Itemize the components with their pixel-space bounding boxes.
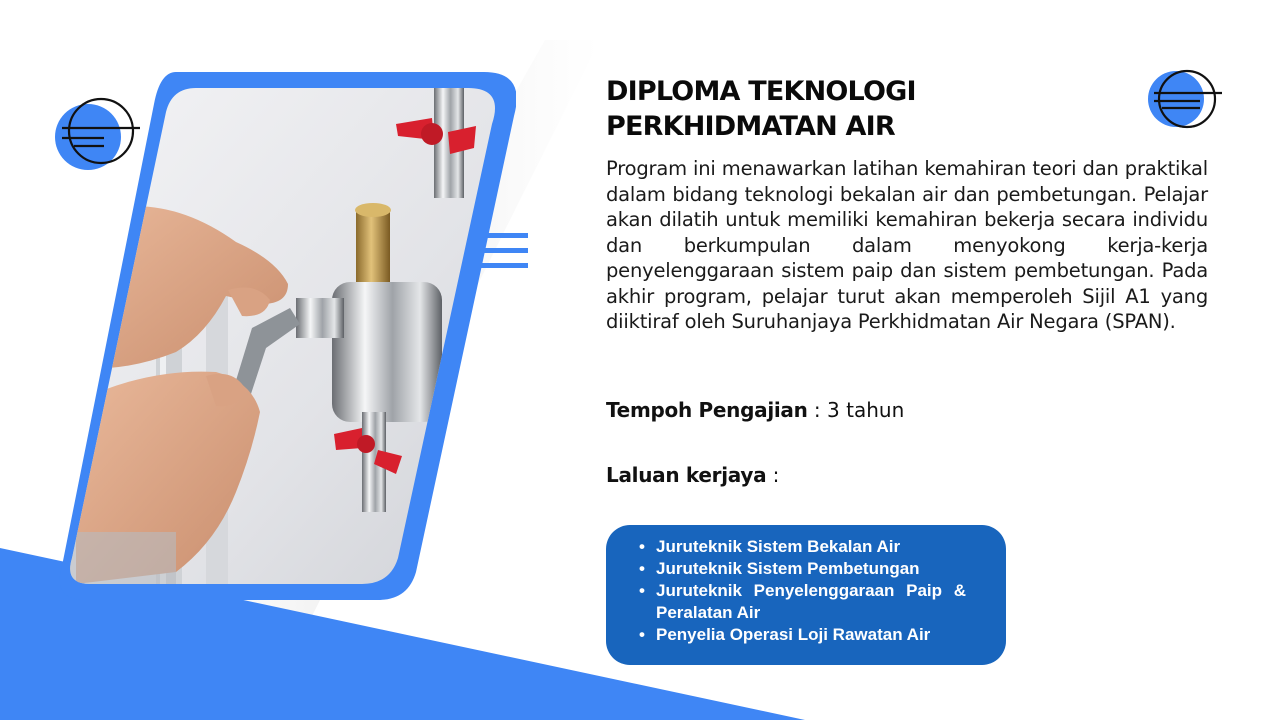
list-item: • Penyelia Operasi Loji Rawatan Air [656,624,966,646]
list-item: • Juruteknik Sistem Bekalan Air [656,536,966,558]
list-item: • Juruteknik Penyelenggaraan Paip & Peralatan Air [656,580,966,624]
page-title: DIPLOMA TEKNOLOGI PERKHIDMATAN AIR [606,76,916,142]
duration-label: Tempoh Pengajian [606,398,808,422]
duration-separator: : [807,398,828,422]
career-separator: : [766,463,780,487]
career-label: Laluan kerjaya [606,463,767,487]
career-list-box [606,525,1006,665]
program-description: Program ini menawarkan latihan kemahiran teori dan praktikal dalam bidang teknologi bekalan air dan pembetungan. Pelajar akan dilatih untuk memiliki kemahiran bekerja secara individu dan berkumpulan dalam menyokong kerja-kerja penyelenggaraan sistem paip dan sistem pembetungan. Pada akhir program, pelajar turut akan memperoleh Sijil A1 yang diiktiraf oleh Suruhanjaya Perkhidmatan Air Negara (SPAN). [606,157,1208,333]
plumbing-photo [56,72,516,600]
career-list [656,536,966,646]
circle-line-icon-right [1148,71,1222,127]
list-item: • Juruteknik Sistem Pembetungan [656,558,966,580]
study-duration [606,398,904,422]
career-path-heading [606,463,779,487]
duration-value: 3 tahun [827,398,905,422]
